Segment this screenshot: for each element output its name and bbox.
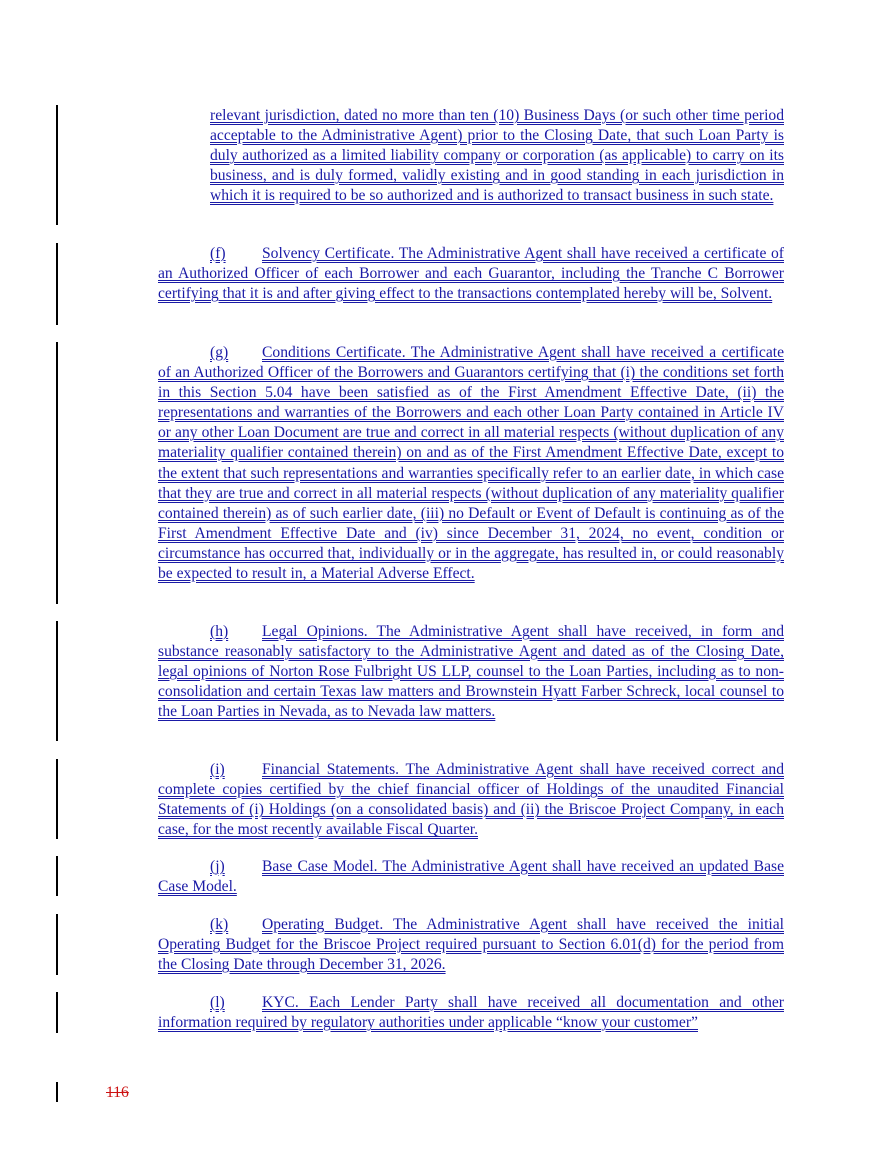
section-f bbox=[158, 244, 784, 304]
section-text: Solvency Certificate. The Administrative Agent shall have received a certificate of an Authorized Officer of each Borrower and each Guarantor, including the Tranche C Borrower certifying that it is and after giving effect to the transactions contemplated hereby will be, Solvent. bbox=[158, 245, 784, 303]
change-bar bbox=[56, 243, 58, 325]
section-i bbox=[158, 760, 784, 840]
continuation-text: relevant jurisdiction, dated no more than ten (10) Business Days (or such other time period acceptable to the Administrative Agent) prior to the Closing Date, that such Loan Party is duly authorized as a limited liability company or corporation (as applicable) to carry on its business, and is duly formed, validly existing and in good standing in each jurisdiction in which it is required to be so authorized and is authorized to transact business in such state. bbox=[210, 107, 784, 205]
change-bar bbox=[56, 759, 58, 839]
change-bar bbox=[56, 1082, 58, 1102]
section-text: Legal Opinions. The Administrative Agent shall have received, in form and substance reasonably satisfactory to the Administrative Agent and dated as of the Closing Date, legal opinions of Norton Rose Fulbright US LLP, counsel to the Loan Parties, including as to non-consolidation and certain Texas law matters and Brownstein Hyatt Farber Schreck, local counsel to the Loan Parties in Nevada, as to Nevada law matters. bbox=[158, 623, 784, 721]
change-bar bbox=[56, 621, 58, 741]
section-label: (k) bbox=[210, 916, 229, 933]
change-bar bbox=[56, 105, 58, 225]
section-l bbox=[158, 993, 784, 1033]
section-label: (g) bbox=[210, 344, 229, 361]
section-label: (l) bbox=[210, 994, 225, 1011]
section-text: Financial Statements. The Administrative Agent shall have received correct and complete copies certified by the chief financial officer of Holdings of the unaudited Financial Statements of (i) Holdings (on a consolidated basis) and (ii) the Briscoe Project Company, in each case, for the most recently available Fiscal Quarter. bbox=[158, 761, 784, 839]
continuation-paragraph bbox=[210, 106, 784, 206]
page-number: 116 bbox=[106, 1084, 129, 1101]
section-label: (f) bbox=[210, 245, 226, 262]
section-text: KYC. Each Lender Party shall have received all documentation and other information required by regulatory authorities under applicable “know your customer” bbox=[158, 994, 784, 1032]
section-text: Operating Budget. The Administrative Agent shall have received the initial Operating Budget for the Briscoe Project required pursuant to Section 6.01(d) for the period from the Closing Date through December 31, 2026. bbox=[158, 916, 784, 974]
section-text: Base Case Model. The Administrative Agent shall have received an updated Base Case Model. bbox=[158, 858, 784, 896]
change-bar bbox=[56, 342, 58, 604]
change-bar bbox=[56, 992, 58, 1033]
section-h bbox=[158, 622, 784, 722]
section-g bbox=[158, 343, 784, 584]
section-j bbox=[158, 857, 784, 897]
change-bar bbox=[56, 914, 58, 975]
section-label: (j) bbox=[210, 858, 225, 875]
section-text: Conditions Certificate. The Administrative Agent shall have received a certificate of an Authorized Officer of the Borrowers and Guarantors certifying that (i) the conditions set forth in this Section 5.04 have been satisfied as of the First Amendment Effective Date, (ii) the representations and warranties of the Borrowers and each other Loan Party contained in Article IV or any other Loan Document are true and correct in all material respects (without duplication of any materiality qualifier contained therein) on and as of the First Amendment Effective Date, except to the extent that such representations and warranties specifically refer to an earlier date, in which case that they are true and correct in all material respects (without duplication of any materiality qualifier contained therein) as of such earlier date, (iii) no Default or Event of Default is continuing as of the First Amendment Effective Date and (iv) since December 31, 2024, no event, condition or circumstance has occurred that, individually or in the aggregate, has resulted in, or could reasonably be expected to result in, a Material Adverse Effect. bbox=[158, 344, 784, 583]
section-label: (h) bbox=[210, 623, 229, 640]
section-k bbox=[158, 915, 784, 975]
section-label: (i) bbox=[210, 761, 225, 778]
change-bar bbox=[56, 856, 58, 896]
